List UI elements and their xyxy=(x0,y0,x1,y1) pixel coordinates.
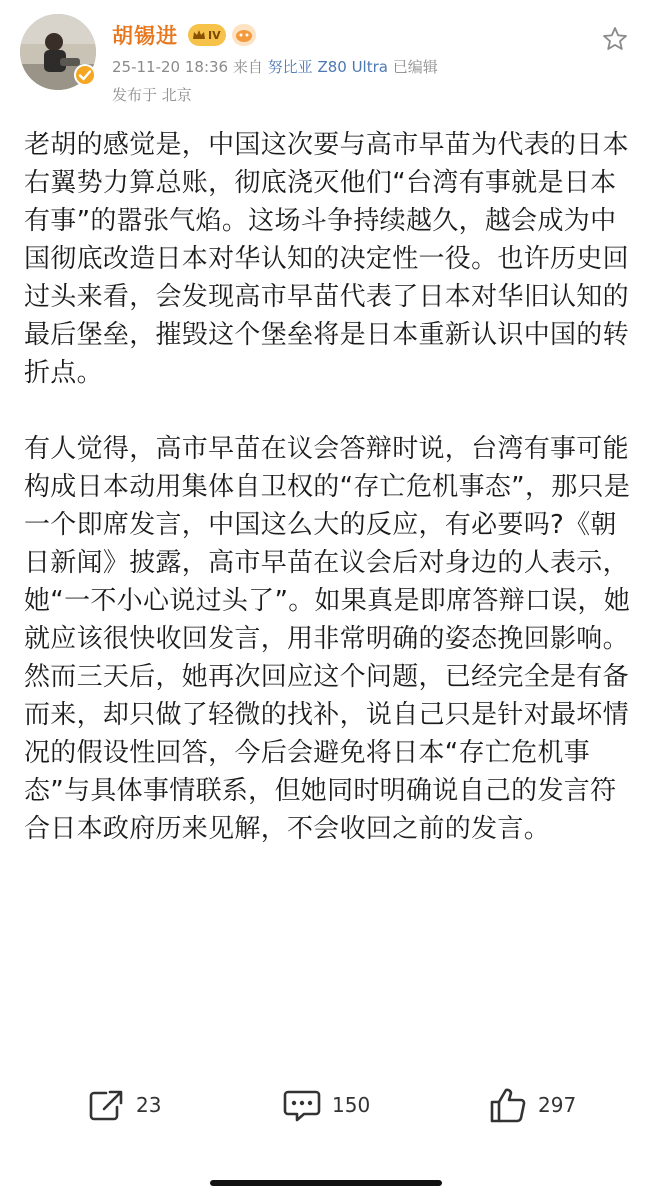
comment-button[interactable] xyxy=(282,1080,370,1130)
thumbs-up-icon xyxy=(488,1086,528,1124)
comment-icon xyxy=(282,1087,322,1123)
star-outline-icon[interactable] xyxy=(600,26,630,52)
post-location: 发布于 北京 xyxy=(112,86,192,104)
like-button[interactable] xyxy=(488,1080,576,1130)
verified-check-icon xyxy=(74,64,96,86)
name-row xyxy=(112,18,256,52)
post-paragraph-1: 老胡的感觉是，中国这次要与高市早苗为代表的日本右翼势力算总账，彻底浇灭他们“台湾有事就是日本有事”的嚣张气焰。这场斗争持续越久，越会成为中国彻底改造日本对华认知的决定性一役。也许历史回过头来看，会发现高市早苗代表了日本对华旧认知的最后堡垒，摧毁这个堡垒将是日本重新认识中国的转折点。 xyxy=(24,130,629,388)
like-count: 297 xyxy=(538,1093,577,1117)
comment-count: 150 xyxy=(332,1093,371,1117)
action-bar xyxy=(0,1080,651,1130)
source-prefix: 来自 xyxy=(232,58,263,76)
share-icon xyxy=(86,1087,126,1123)
post-paragraph-2: 有人觉得，高市早苗在议会答辩时说，台湾有事可能构成日本动用集体自卫权的“存亡危机事态”，那只是一个即席发言，中国这么大的反应，有必要吗?《朝日新闻》披露，高市早苗在议会后对身边的人表示，她“一不小心说过头了”。如果真是即席答辩口误，她就应该很快收回发言，用非常明确的姿态挽回影响。然而三天后，她再次回应这个问题，已经完全是有备而来，却只做了轻微的找补，说自己只是针对最坏情况的假设性回答，今后会避免将日本“存亡危机事态”与具体事情联系，但她同时明确说自己的发言符合日本政府历来见解，不会收回之前的发言。 xyxy=(24,434,631,844)
home-indicator[interactable] xyxy=(210,1180,442,1186)
fan-badge-icon[interactable] xyxy=(232,24,256,46)
level-badge-text: IV xyxy=(208,28,221,42)
post-body xyxy=(24,126,634,848)
post-meta xyxy=(112,56,438,77)
level-badge[interactable] xyxy=(188,24,226,46)
username[interactable]: 胡锡进 xyxy=(112,24,178,48)
crown-icon xyxy=(192,29,206,41)
post-timestamp: 25-11-20 18:36 xyxy=(112,58,229,76)
share-button[interactable] xyxy=(86,1080,161,1130)
share-count: 23 xyxy=(136,1093,162,1117)
post-header xyxy=(0,0,651,120)
device-link[interactable]: 努比亚 Z80 Ultra xyxy=(267,58,388,76)
edited-label[interactable]: 已编辑 xyxy=(392,58,438,76)
